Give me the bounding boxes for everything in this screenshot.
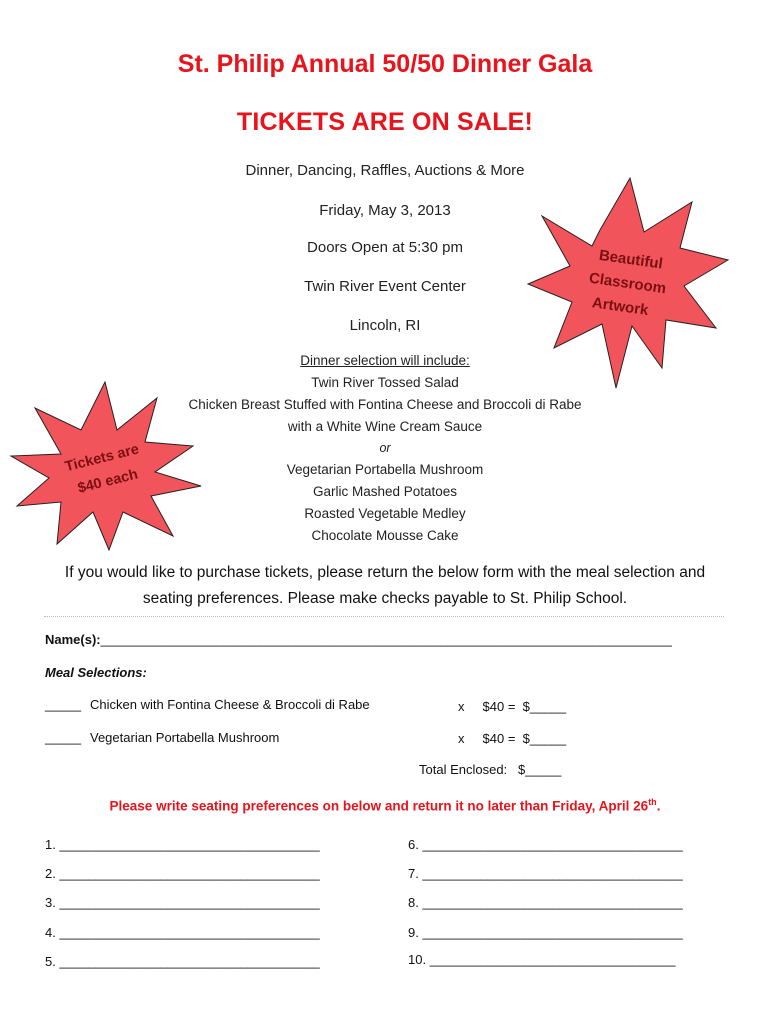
menu-item: Twin River Tossed Salad: [311, 375, 459, 390]
purchase-instructions-line2: seating preferences. Please make checks payable to St. Philip School.: [142, 590, 628, 607]
seating-instruction-text: Please write seating preferences on below and return it no later than Friday, April 26: [109, 798, 649, 814]
menu-item: Roasted Vegetable Medley: [304, 506, 466, 521]
meal-quantity-field[interactable]: _____: [45, 697, 82, 712]
menu-heading: Dinner selection will include:: [300, 353, 470, 368]
names-row: [45, 632, 672, 647]
seating-line[interactable]: 5. ____________________________________: [45, 954, 320, 969]
total-enclosed[interactable]: Total Enclosed: $_____: [419, 762, 562, 777]
meal-quantity-field[interactable]: _____: [45, 730, 82, 745]
names-label: Name(s):: [45, 632, 101, 647]
event-activities: Dinner, Dancing, Raffles, Auctions & More: [245, 162, 525, 179]
meal-selections-heading: Meal Selections:: [45, 665, 147, 680]
seating-line[interactable]: 2. ____________________________________: [45, 866, 320, 881]
price-label-line: $40 each: [76, 466, 140, 497]
event-location: Lincoln, RI: [349, 317, 421, 334]
artwork-label-line: Classroom: [587, 269, 668, 298]
menu-item: with a White Wine Cream Sauce: [287, 419, 483, 434]
seating-line[interactable]: 9. ____________________________________: [408, 925, 683, 940]
tickets-headline: TICKETS ARE ON SALE!: [236, 108, 534, 136]
event-date: Friday, May 3, 2013: [319, 202, 451, 219]
meal-option-label: Chicken with Fontina Cheese & Broccoli di Rabe: [90, 697, 370, 712]
seating-line[interactable]: 6. ____________________________________: [408, 837, 683, 852]
seating-instruction-end: .: [656, 798, 661, 814]
artwork-label-line: Artwork: [590, 294, 650, 320]
seating-line[interactable]: 3. ____________________________________: [45, 895, 320, 910]
seating-line[interactable]: 10. __________________________________: [408, 952, 676, 967]
form-divider: [44, 616, 724, 617]
event-venue: Twin River Event Center: [304, 278, 466, 295]
seating-instructions: [0, 797, 770, 814]
price-label-line: Tickets are: [63, 441, 141, 476]
price-starburst: [5, 378, 205, 553]
seating-line[interactable]: 4. ____________________________________: [45, 925, 320, 940]
menu-item: Garlic Mashed Potatoes: [312, 484, 458, 499]
seating-line[interactable]: 7. ____________________________________: [408, 866, 683, 881]
artwork-starburst: [520, 168, 740, 398]
meal-option-label: Vegetarian Portabella Mushroom: [90, 730, 280, 745]
meal-price-calc[interactable]: x $40 = $_____: [458, 699, 567, 714]
event-title: St. Philip Annual 50/50 Dinner Gala: [177, 50, 593, 78]
menu-item: Vegetarian Portabella Mushroom: [286, 462, 484, 477]
meal-price-calc[interactable]: x $40 = $_____: [458, 731, 567, 746]
seating-line[interactable]: 1. ____________________________________: [45, 837, 320, 852]
purchase-instructions-line1: If you would like to purchase tickets, please return the below form with the meal selection and: [64, 564, 706, 581]
menu-item: Chicken Breast Stuffed with Fontina Cheese and Broccoli di Rabe: [188, 397, 582, 412]
menu-item: Chocolate Mousse Cake: [311, 528, 459, 543]
names-field[interactable]: _______________________________________________________________________________: [100, 632, 672, 647]
seating-line[interactable]: 8. ____________________________________: [408, 895, 683, 910]
event-doors: Doors Open at 5:30 pm: [307, 239, 463, 256]
seating-instruction-sup: th: [648, 797, 657, 807]
artwork-label-line: Beautiful: [597, 246, 664, 273]
menu-or: or: [379, 441, 391, 455]
